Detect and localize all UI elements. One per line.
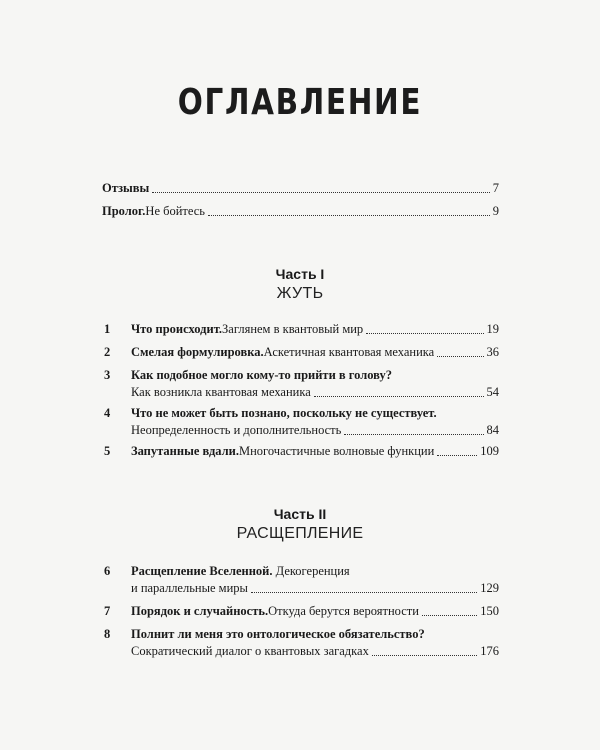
entry-title-line: Расщепление Вселенной. Декогеренция: [131, 564, 350, 578]
entry-subtitle: Не бойтесь: [145, 204, 205, 218]
toc-entry-chapter-1[interactable]: [131, 322, 499, 337]
leader-dots: [437, 355, 483, 357]
leader-dots: [366, 332, 483, 334]
leader-dots: [314, 395, 484, 397]
toc-entry-prologue[interactable]: [102, 204, 499, 219]
chapter-number: 8: [104, 627, 111, 641]
page-number: 19: [486, 322, 499, 336]
entry-subtitle: Неопределенность и дополнительность: [131, 423, 342, 437]
entry-subtitle: Аскетичная квантовая механика: [263, 345, 435, 359]
page-number: 84: [486, 423, 499, 437]
page-number: 54: [486, 385, 499, 399]
toc-entry-reviews[interactable]: [102, 181, 499, 196]
entry-title: Как подобное могло кому-то прийти в голову?: [131, 368, 392, 382]
page-number: 36: [486, 345, 499, 359]
leader-dots: [208, 214, 490, 216]
chapter-number: 4: [104, 406, 111, 420]
leader-dots: [152, 191, 489, 193]
entry-subtitle: и параллельные миры: [131, 581, 248, 595]
chapter-number: 3: [104, 368, 111, 382]
leader-dots: [344, 433, 483, 435]
chapter-number: 6: [104, 564, 111, 578]
entry-subtitle: Сократический диалог о квантовых загадках: [131, 644, 369, 658]
leader-dots: [437, 454, 477, 456]
chapter-number: 1: [104, 322, 111, 336]
entry-title: Запутанные вдали.: [131, 444, 239, 458]
chapter-number: 2: [104, 345, 111, 359]
part-subtitle: РАСЩЕПЛЕНИЕ: [236, 525, 364, 542]
entry-title: Полнит ли меня это онтологическое обязательство?: [131, 627, 425, 641]
entry-title: Порядок и случайность.: [131, 604, 269, 618]
part-heading: Часть II: [273, 506, 327, 522]
chapter-number: 7: [104, 604, 111, 618]
toc-entry-chapter-6[interactable]: [131, 581, 499, 596]
part-subtitle: ЖУТЬ: [276, 285, 324, 302]
entry-subtitle: Заглянем в квантовый мир: [222, 322, 364, 336]
leader-dots: [251, 591, 477, 593]
page-number: 129: [480, 581, 499, 595]
leader-dots: [372, 654, 477, 656]
entry-subtitle: Откуда берутся вероятности: [268, 604, 419, 618]
toc-entry-chapter-4[interactable]: [131, 423, 499, 438]
page-title: ОГЛАВЛЕНИЕ: [177, 82, 423, 123]
page-number: 176: [480, 644, 499, 658]
toc-entry-chapter-2[interactable]: [131, 345, 499, 360]
page-number: 109: [480, 444, 499, 458]
entry-title: Смелая формулировка.: [131, 345, 264, 359]
leader-dots: [422, 614, 477, 616]
entry-title: Пролог.: [102, 204, 146, 218]
entry-title: Что происходит.: [131, 322, 223, 336]
toc-entry-chapter-5[interactable]: [131, 444, 499, 459]
entry-subtitle: Многочастичные волновые функции: [238, 444, 435, 458]
part-heading: Часть I: [275, 266, 325, 282]
page-number: 7: [492, 181, 499, 195]
page-number: 9: [492, 204, 499, 218]
entry-title: Отзывы: [102, 181, 150, 195]
entry-title: Что не может быть познано, поскольку не существует.: [131, 406, 437, 420]
chapter-number: 5: [104, 444, 111, 458]
toc-entry-chapter-7[interactable]: [131, 604, 499, 619]
page-number: 150: [480, 604, 499, 618]
toc-entry-chapter-3[interactable]: [131, 385, 499, 400]
toc-entry-chapter-8[interactable]: [131, 644, 499, 659]
entry-subtitle: Как возникла квантовая механика: [131, 385, 311, 399]
